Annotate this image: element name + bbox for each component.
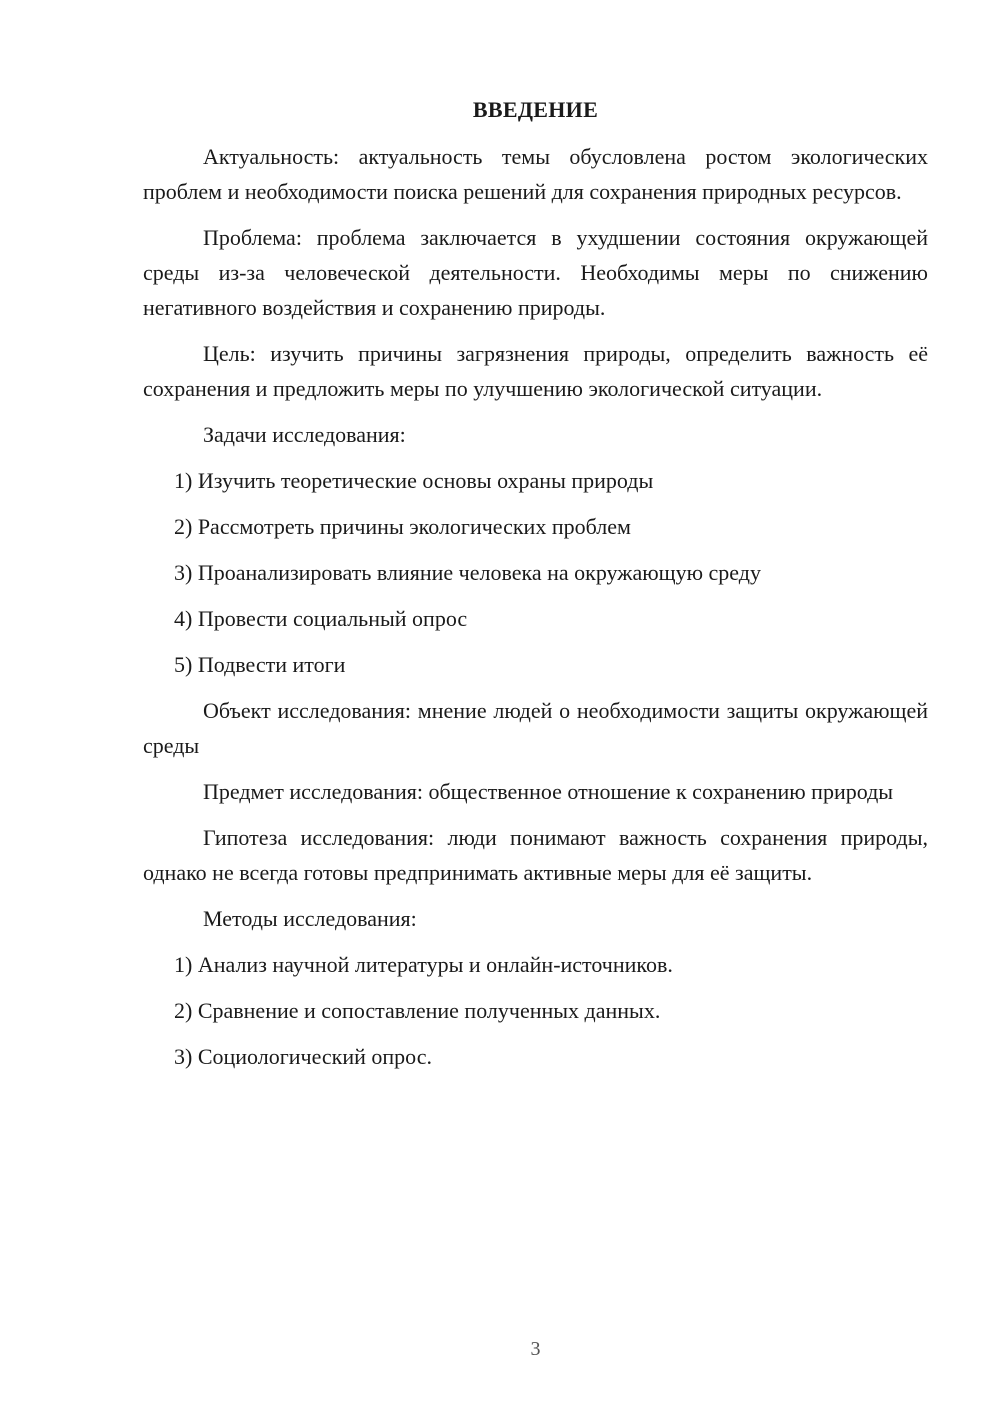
task-item: 2) Рассмотреть причины экологических проблем — [174, 514, 631, 539]
method-item: 3) Социологический опрос. — [174, 1044, 432, 1069]
subject-paragraph: Предмет исследования: общественное отношение к сохранению природы — [203, 779, 894, 804]
page-number: 3 — [530, 1338, 541, 1360]
task-item: 5) Подвести итоги — [174, 652, 346, 677]
method-item: 2) Сравнение и сопоставление полученных данных. — [174, 998, 661, 1023]
problem-paragraph: Проблема: проблема заключается в ухудшении состояния окружающей среды из-за человеческой деятельности. Необходимы меры по снижению негативного воздействия и сохранению природы. — [143, 225, 928, 320]
object-paragraph: Объект исследования: мнение людей о необходимости защиты окружающей среды — [143, 698, 928, 758]
tasks-title: Задачи исследования: — [203, 422, 406, 447]
methods-list — [143, 947, 928, 1074]
methods-title: Методы исследования: — [203, 906, 417, 931]
document-body — [143, 92, 928, 1085]
tasks-list — [143, 463, 928, 682]
task-item: 1) Изучить теоретические основы охраны природы — [174, 468, 654, 493]
goal-paragraph: Цель: изучить причины загрязнения природы, определить важность её сохранения и предложить меры по улучшению экологической ситуации. — [143, 341, 928, 401]
hypothesis-paragraph: Гипотеза исследования: люди понимают важность сохранения природы, однако не всегда готовы предпринимать активные меры для её защиты. — [143, 825, 928, 885]
method-item: 1) Анализ научной литературы и онлайн-источников. — [174, 952, 673, 977]
task-item: 3) Проанализировать влияние человека на окружающую среду — [174, 560, 761, 585]
relevance-paragraph: Актуальность: актуальность темы обусловлена ростом экологических проблем и необходимости поиска решений для сохранения природных ресурсов. — [143, 144, 928, 204]
task-item: 4) Провести социальный опрос — [174, 606, 468, 631]
section-heading: ВВЕДЕНИЕ — [472, 97, 599, 122]
